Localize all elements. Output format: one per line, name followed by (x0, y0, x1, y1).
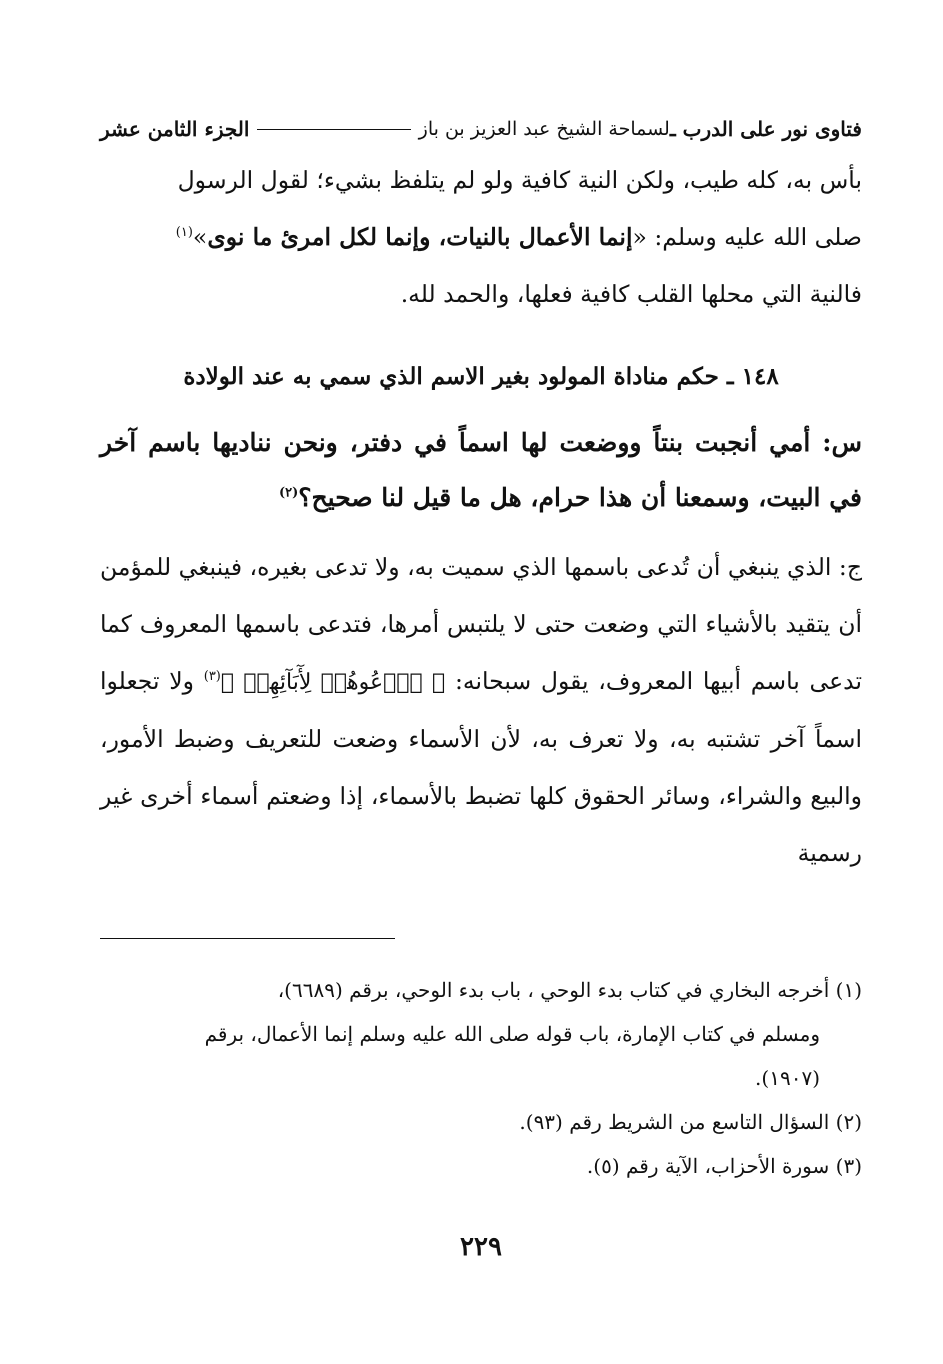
question-body: س: أمي أنجبت بنتاً ووضعت لها اسماً في دفتر، ونحن نناديها باسم آخر في البيت، وسمعنا أن هذا حرام، هل ما قيل لنا صحيح؟ (100, 428, 862, 512)
footnote-1: (١) أخرجه البخاري في كتاب بدء الوحي ، باب بدء الوحي، برقم (٦٦٨٩)، (277, 978, 862, 1002)
page-number: ٢٢٩ (460, 1232, 502, 1262)
footnote-ref-1[interactable]: (١) (175, 225, 193, 241)
footnote-ref-2[interactable]: (٢) (278, 485, 299, 501)
footnote-2: (٢) السؤال التاسع من الشريط رقم (٩٣). (519, 1110, 862, 1134)
footer-area (100, 0, 862, 1364)
author-name: لسماحة الشيخ عبد العزيز بن باز (418, 118, 670, 140)
hadith-quote: إنما الأعمال بالنيات، وإنما لكل امرئ ما نوى (207, 223, 633, 251)
intro-line-2-before: صلى الله عليه وسلم: « (632, 223, 862, 251)
footnotes (100, 968, 862, 1188)
footnote-ref-3[interactable]: (٣) (203, 669, 221, 685)
intro-line-2-after: » (192, 223, 208, 251)
footnote-3: (٣) سورة الأحزاب، الآية رقم (٥). (586, 1154, 862, 1178)
part-label: الجزء الثامن عشر (100, 117, 250, 141)
footnote-rule (100, 938, 395, 939)
answer-part-2: ولا تجعلوا اسماً آخر تشتبه به، ولا تعرف به، لأن الأسماء وضعت للتعريف وضبط الأمور، والبيع والشراء، وسائر الحقوق كلها تضبط بالأسماء، إذا وضعتم أسماء أخرى غير رسمية (100, 667, 862, 867)
footnote-1-cont: ومسلم في كتاب الإمارة، باب قوله صلى الله عليه وسلم إنما الأعمال، برقم (204, 1022, 820, 1046)
book-title: فتاوى نور على الدرب ـ (669, 117, 862, 141)
answer-part-1: ج: الذي ينبغي أن تُدعى باسمها الذي سميت به، ولا تدعى بغيره، فينبغي للمؤمن أن يتقيد بالأشياء التي وضعت حتى لا يلتبس أمرها، فتدعى باسمها المعروف كما تدعى باسم أبيها المعروف، يقول سبحانه: (100, 553, 863, 695)
section-title: ١٤٨ ـ حكم مناداة المولود بغير الاسم الذي سمي به عند الولادة (183, 363, 779, 390)
intro-line-3: فالنية التي محلها القلب كافية فعلها، والحمد لله. (400, 280, 862, 308)
quran-verse: ﴿ ٱدۡعُوهُمۡ لِأٓبَآئِهِمۡ ﴾ (220, 670, 446, 695)
intro-line-1: بأس به، كله طيب، ولكن النية كافية ولو لم يتلفظ بشيء؛ لقول الرسول (177, 166, 862, 194)
footnote-1-cont-2: (١٩٠٧). (755, 1066, 820, 1090)
